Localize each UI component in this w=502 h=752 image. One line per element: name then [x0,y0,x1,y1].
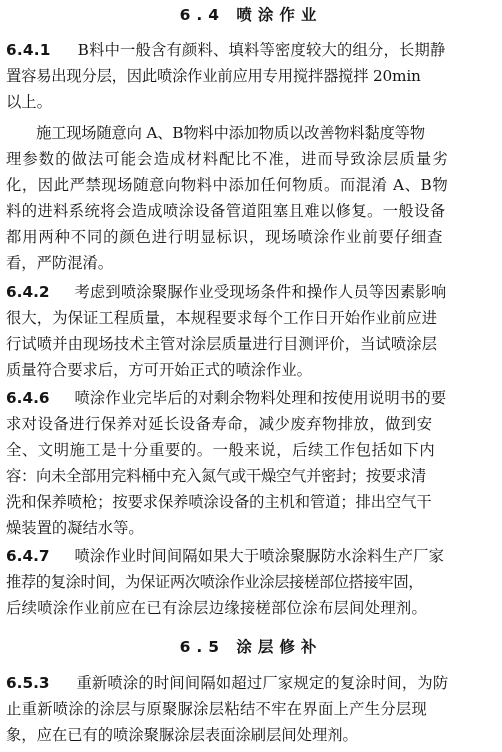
text-line: 以上。 [6,93,52,111]
text-line: 料的进料系统将会造成喷涂设备管道阻塞且难以修复。一般设备 [6,202,446,220]
clause-6-4-2 [6,281,446,303]
text-line: 象，应在已有的喷涂聚脲涂层表面涂刷层间处理剂。 [6,726,358,744]
text-line: 置容易出现分层，因此喷涂作业前应用专用搅拌器搅拌 20min [6,67,421,85]
clause-number: 6.4.2 [6,283,50,301]
clause-number: 6.4.1 [6,41,51,59]
text-line: 求对设备进行保养对延长设备寿命，减少废弃物排放，做到安 [6,415,433,433]
clause-number: 6.4.6 [6,389,50,407]
clause-number: 6.5.3 [6,674,50,692]
text-line: 都用两种不同的颜色进行明显标识，现场喷涂作业前要仔细查 [6,228,444,246]
text-line: 考虑到喷涂聚脲作业受现场条件和操作人员等因素影响 [74,283,447,301]
text-line: 喷涂作业时间间隔如果大于喷涂聚脲防水涂料生产厂家 [74,547,444,565]
text-line: 质量符合要求后，方可开始正式的喷涂作业。 [6,361,312,379]
clause-number: 6.4.7 [6,547,50,565]
clause-6-4-1 [6,39,496,61]
text-line: 后续喷涂作业前应在已有涂层边缘接槎部位涂布层间处理剂。 [6,599,428,617]
section-heading-6-5: 6.5 涂层修补 [179,638,323,656]
text-line: 很大，为保证工程质量，本规程要求每个工作日开始作业前应进 [6,309,438,327]
text-line: 看，严防混淆。 [6,254,114,272]
text-line: 推荐的复涂时间，为保证两次喷涂作业涂层接槎部位搭接牢固， [6,573,424,591]
text-line: 重新喷涂的时间间隔如超过厂家规定的复涂时间，为防 [76,674,449,692]
text-line: 化，因此严禁现场随意向物料中添加任何物质。而混淆 A、B物 [6,176,449,194]
clause-6-4-6 [6,387,446,409]
section-heading-6-4: 6.4 喷涂作业 [179,6,323,24]
text-line: 全、文明施工是十分重要的。一般来说，后续工作包括如下内 [6,441,436,459]
text-line: B料中一般含有颜料、填料等密度较大的组分，长期静 [77,41,446,59]
text-line: 施工现场随意向 A、B物料中添加物质以改善物料黏度等物 [36,124,425,142]
clause-6-4-7 [6,545,444,567]
text-line: 容：向未全部用完料桶中充入氮气或干燥空气并密封；按要求清 [6,467,426,485]
text-line: 理参数的做法可能会造成材料配比不准，进而导致涂层质量劣 [6,150,449,168]
text-line: 喷涂作业完毕后的对剩余物料处理和按使用说明书的要 [74,389,447,407]
text-line: 洗和保养喷枪；按要求保养喷涂设备的主机和管道；排出空气干 [6,493,432,511]
text-line: 燥装置的凝结水等。 [6,519,144,537]
text-line: 行试喷并由现场技术主管对涂层质量进行目测评价，当试喷涂层 [6,335,438,353]
text-line: 止重新喷涂的涂层与原聚脲涂层粘结不牢在界面上产生分层现 [6,700,428,718]
clause-6-5-3 [6,672,448,694]
